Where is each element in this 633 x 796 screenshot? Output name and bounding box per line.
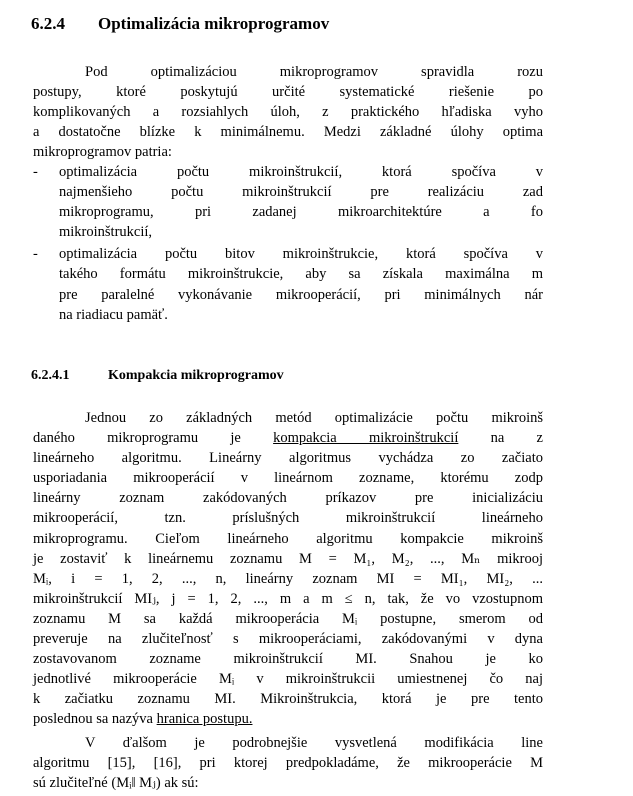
bullet-dash: - [33,246,38,263]
text-line: mikroinštrukcií MIⱼ, j = 1, 2, ..., m a m ≤ n, tak, že vo vzostupnom [33,590,543,607]
subsection-number: 6.2.4.1 [31,368,70,383]
text-line: k začiatku zoznamu MI. Mikroinštrukcia, ktorá je pre tento [33,691,543,708]
text-line: optimalizácia počtu bitov mikroinštrukcie, ktorá spočíva v [59,246,543,263]
text-line: postupy, ktoré poskytujú určité systematické riešenie po [33,84,543,101]
bullet-item [33,244,633,324]
text-span: poslednou sa nazýva [33,711,157,728]
text-line: V ďalšom je podrobnejšie vysvetlená modifikácia line [85,735,543,751]
text-line: Pod optimalizáciou mikroprogramov spravidla rozu [85,64,543,80]
bullet-list [33,162,633,325]
text-line: preveruje na zlučiteľnosť s mikrooperáciami, zakódovanými v dyna [33,631,543,648]
text-line: Jednou zo základných metód optimalizácie počtu mikroinš [85,410,543,426]
text-line: jednotlivé mikrooperácie Mᵢ v mikroinštrukcii umiestnenej čo naj [33,671,543,688]
bullet-item [33,162,633,242]
text-line: mikroprogramov patria: [33,144,172,161]
text-line: usporiadania mikrooperácií v lineárnom zozname, ktorému zodp [33,470,543,487]
modification-paragraph [33,733,633,793]
text-line: najmenšieho počtu mikroinštrukcií pre realizáciu zad [59,184,543,201]
intro-paragraph [33,62,633,162]
text-line: optimalizácia počtu mikroinštrukcií, ktorá spočíva v [59,164,543,180]
text-line: komplikovaných a rozsiahlych úloh, z praktického hľadiska vyho [33,104,543,121]
section-number: 6.2.4 [31,14,65,33]
text-line: na riadiacu pamäť. [59,306,168,323]
bullet-dash: - [33,164,38,180]
text-line: mikroinštrukcií, [59,224,153,241]
text-span: daného mikroprogramu je [33,430,274,447]
subsection-title: Kompakcia mikroprogramov [108,368,284,383]
text-line: zostavovanom zozname mikroinštrukcií MI. Snahou je ko [33,651,543,668]
text-line: mikroprogramu. Cieľom lineárneho algoritmu kompakcie mikroinš [33,530,543,547]
section-title: Optimalizácia mikroprogramov [98,14,330,33]
text-line: Mᵢ, i = 1, 2, ..., n, lineárny zoznam MI = MI₁, MI₂, ... [33,570,543,587]
section-heading [31,14,329,34]
text-line: pre paralelné vykonávanie mikrooperácií, pri minimálnych nár [59,286,543,303]
text-line: lineárny zoznam zakódovaných príkazov pre inicializáciu [33,490,543,507]
subsection-heading [31,368,284,384]
compaction-paragraph [33,408,633,730]
text-line: mikrooperácií, tzn. príslušných mikroinštrukcií lineárneho [33,510,543,527]
term-hranica-postupu: hranica postupu. [156,711,253,728]
text-line: a dostatočne blízke k minimálnemu. Medzi základné úlohy optima [33,124,543,141]
text-line: je zostaviť k lineárnemu zoznamu M = M₁, M₂, ..., Mₙ mikrooj [33,550,543,567]
text-line: lineárneho algoritmu. Lineárny algoritmus vychádza zo začiato [33,450,543,467]
text-line: algoritmu [15], [16], pri ktorej predpokladáme, že mikrooperácie M [33,755,543,772]
text-line: takého formátu mikroinštrukcie, aby sa získala maximálna m [59,266,543,283]
text-line [33,709,543,729]
text-line [33,428,543,448]
text-span: na z [458,430,543,447]
term-kompakcia: kompakcia mikroinštrukcií [273,430,459,447]
text-line: mikroprogramu, pri zadanej mikroarchitektúre a fo [59,204,543,221]
text-line: sú zlučiteľné (Mᵢ‖ Mⱼ) ak sú: [33,775,199,792]
text-line: zoznamu M sa každá mikrooperácia Mᵢ postupne, smerom od [33,610,543,627]
